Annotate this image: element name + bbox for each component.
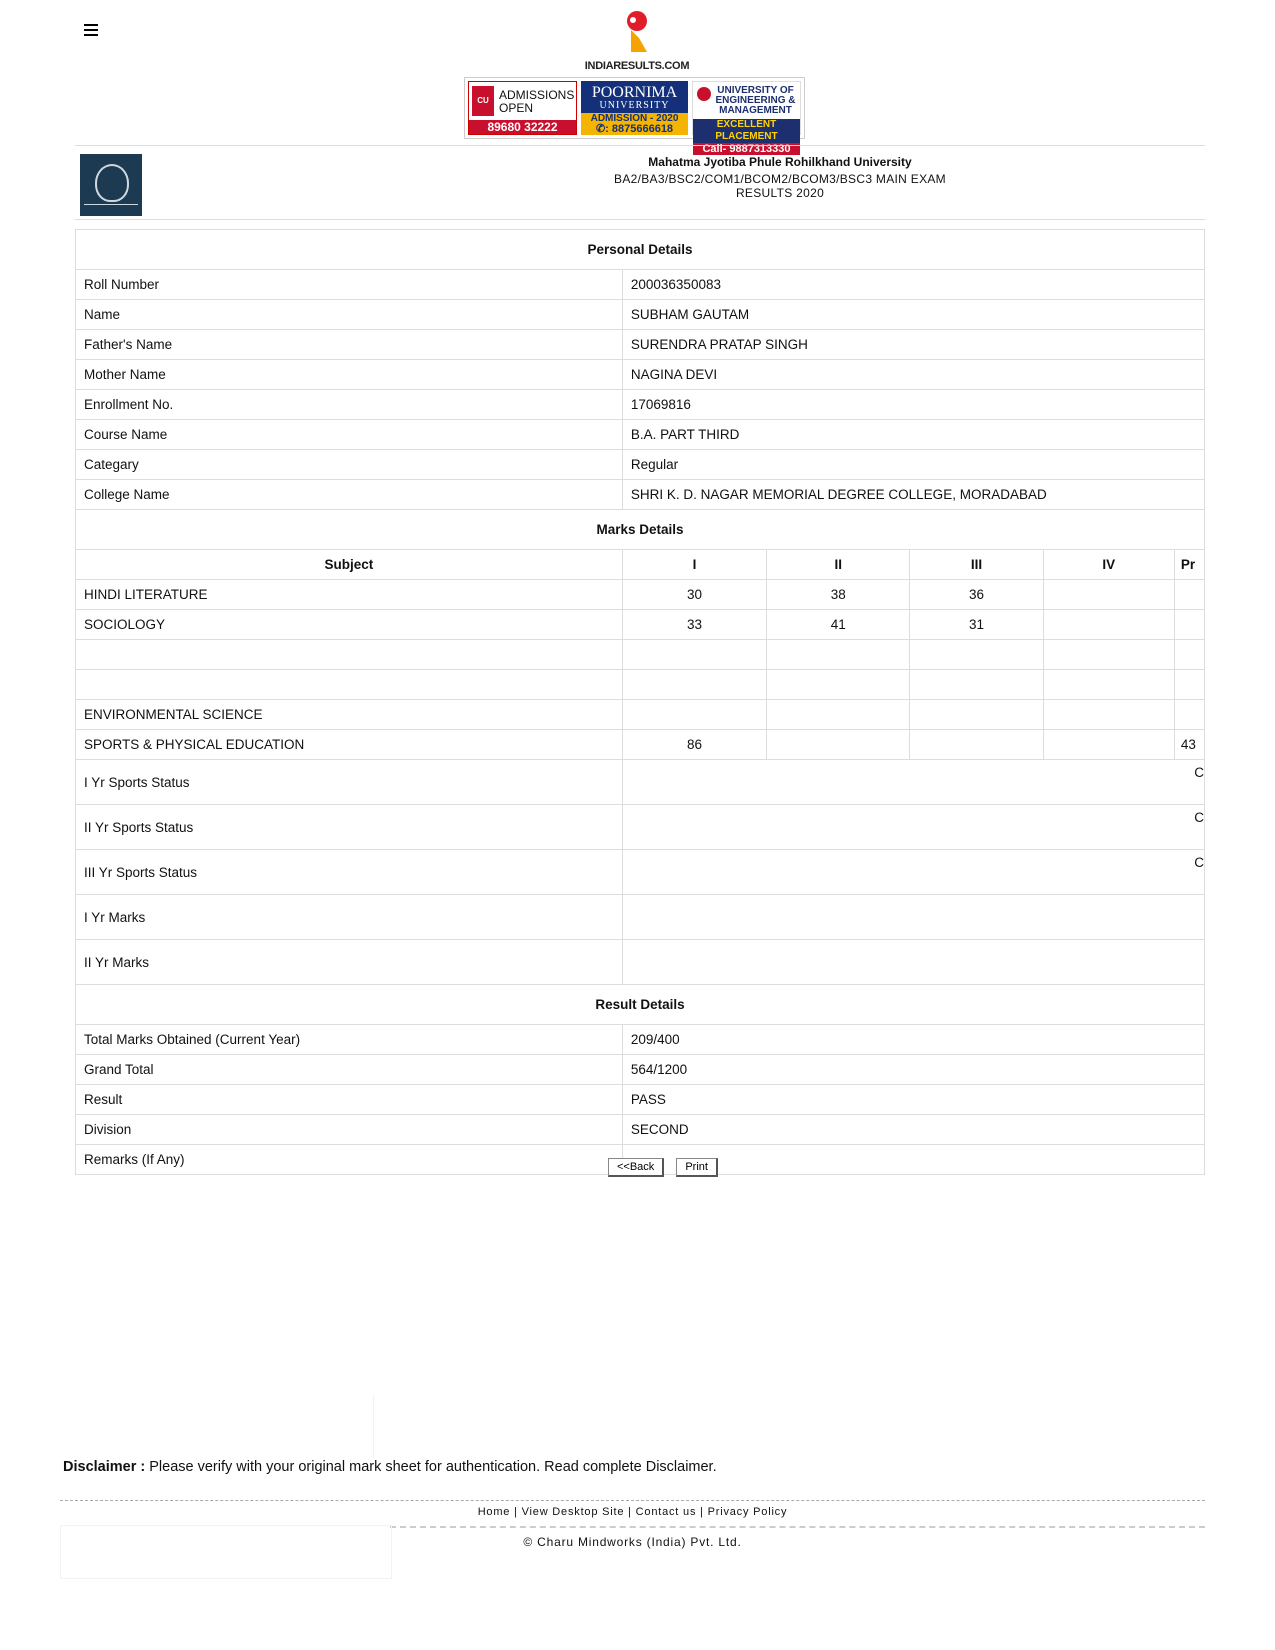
ad-line: ADMISSION - 2020 bbox=[581, 113, 688, 124]
copyright: © Charu Mindworks (India) Pvt. Ltd. bbox=[523, 1535, 742, 1549]
section-row bbox=[76, 230, 1205, 270]
table-row bbox=[76, 805, 1205, 850]
ad-phone: ✆: 8875666618 bbox=[581, 124, 688, 135]
mark-cell bbox=[767, 670, 910, 700]
ad-line: ADMISSIONS bbox=[499, 88, 575, 102]
mark-cell bbox=[1174, 700, 1204, 730]
field-label: Roll Number bbox=[76, 270, 623, 300]
table-row bbox=[76, 1115, 1205, 1145]
mark-cell bbox=[910, 730, 1043, 760]
footer-link-contact[interactable]: Contact us bbox=[635, 1506, 697, 1518]
back-button[interactable]: <<Back bbox=[608, 1158, 664, 1177]
section-title-personal: Personal Details bbox=[76, 230, 1205, 270]
mark-cell: 33 bbox=[622, 610, 766, 640]
table-row bbox=[76, 270, 1205, 300]
table-row bbox=[76, 1025, 1205, 1055]
mark-cell bbox=[767, 640, 910, 670]
ad-poornima[interactable] bbox=[581, 81, 688, 135]
field-value: C bbox=[622, 850, 1204, 895]
field-label: Course Name bbox=[76, 420, 623, 450]
table-row bbox=[76, 390, 1205, 420]
field-label: I Yr Marks bbox=[76, 895, 623, 940]
footer-divider bbox=[60, 1500, 1205, 1501]
column-header: Subject bbox=[76, 550, 623, 580]
mark-cell bbox=[1043, 730, 1174, 760]
footer-links: Home | View Desktop Site | Contact us | Privacy Policy bbox=[477, 1506, 788, 1518]
mark-cell: 43 bbox=[1174, 730, 1204, 760]
field-label: Total Marks Obtained (Current Year) bbox=[76, 1025, 623, 1055]
mark-cell bbox=[910, 700, 1043, 730]
mark-cell bbox=[767, 700, 910, 730]
mark-cell bbox=[1043, 610, 1174, 640]
table-row bbox=[76, 480, 1205, 510]
mark-cell: 41 bbox=[767, 610, 910, 640]
field-value: SECOND bbox=[622, 1115, 1204, 1145]
subject-name: SOCIOLOGY bbox=[76, 610, 623, 640]
table-row bbox=[76, 330, 1205, 360]
mark-cell bbox=[1043, 580, 1174, 610]
ad-admissions[interactable] bbox=[468, 81, 577, 135]
field-value: C bbox=[622, 760, 1204, 805]
ad-line: ENGINEERING & bbox=[715, 95, 796, 106]
table-row bbox=[76, 1085, 1205, 1115]
mark-cell: 36 bbox=[910, 580, 1043, 610]
field-value: Regular bbox=[622, 450, 1204, 480]
field-value: SUBHAM GAUTAM bbox=[622, 300, 1204, 330]
subject-name: SPORTS & PHYSICAL EDUCATION bbox=[76, 730, 623, 760]
disclaimer-text[interactable]: Please verify with your original mark sheet for authentication. Read complete Disclaimer. bbox=[149, 1459, 717, 1475]
column-header: III bbox=[910, 550, 1043, 580]
section-row bbox=[76, 510, 1205, 550]
footer-link-desktop[interactable]: View Desktop Site bbox=[521, 1506, 625, 1518]
table-row bbox=[76, 670, 1205, 700]
mark-cell bbox=[910, 640, 1043, 670]
column-header: II bbox=[767, 550, 910, 580]
mark-cell bbox=[767, 730, 910, 760]
field-value: 200036350083 bbox=[622, 270, 1204, 300]
field-label: I Yr Sports Status bbox=[76, 760, 623, 805]
footer-link-home[interactable]: Home bbox=[477, 1506, 511, 1518]
section-title-result: Result Details bbox=[76, 985, 1205, 1025]
table-row bbox=[76, 640, 1205, 670]
mark-cell bbox=[1174, 610, 1204, 640]
mark-cell bbox=[1043, 670, 1174, 700]
mark-cell bbox=[622, 670, 766, 700]
field-value: C bbox=[622, 805, 1204, 850]
university-name: Mahatma Jyotiba Phule Rohilkhand University bbox=[648, 155, 912, 169]
mark-cell: 30 bbox=[622, 580, 766, 610]
exam-title: BA2/BA3/BSC2/COM1/BCOM2/BCOM3/BSC3 MAIN EXAM RESULTS 2020 bbox=[614, 172, 946, 200]
table-row bbox=[76, 940, 1205, 985]
disclaimer-label: Disclaimer : bbox=[63, 1459, 146, 1475]
logo-mark-icon bbox=[578, 8, 696, 54]
university-header bbox=[75, 145, 1205, 220]
mark-cell bbox=[1174, 580, 1204, 610]
footer-link-privacy[interactable]: Privacy Policy bbox=[707, 1506, 788, 1518]
table-row bbox=[76, 580, 1205, 610]
ad-line: EXCELLENT PLACEMENT bbox=[693, 119, 800, 143]
ad-line: OPEN bbox=[499, 101, 534, 115]
field-label: Name bbox=[76, 300, 623, 330]
table-row bbox=[76, 700, 1205, 730]
ad-banner-strip bbox=[464, 77, 805, 155]
field-label: Remarks (If Any) bbox=[76, 1145, 623, 1175]
mark-cell bbox=[1043, 640, 1174, 670]
print-button[interactable]: Print bbox=[676, 1158, 718, 1177]
field-label: II Yr Marks bbox=[76, 940, 623, 985]
field-label: College Name bbox=[76, 480, 623, 510]
field-value: 209/400 bbox=[622, 1025, 1204, 1055]
mark-cell bbox=[1174, 670, 1204, 700]
table-row bbox=[76, 450, 1205, 480]
ad-line: MANAGEMENT bbox=[719, 105, 792, 116]
table-row bbox=[76, 300, 1205, 330]
mark-cell: 31 bbox=[910, 610, 1043, 640]
field-value: SHRI K. D. NAGAR MEMORIAL DEGREE COLLEGE, MORADABAD bbox=[622, 480, 1204, 510]
mark-cell bbox=[910, 670, 1043, 700]
field-label: Division bbox=[76, 1115, 623, 1145]
field-value: 17069816 bbox=[622, 390, 1204, 420]
field-label: Grand Total bbox=[76, 1055, 623, 1085]
section-title-marks: Marks Details bbox=[76, 510, 1205, 550]
table-row bbox=[76, 420, 1205, 450]
uem-logo-icon bbox=[697, 87, 711, 101]
mark-cell bbox=[1174, 640, 1204, 670]
field-value: 564/1200 bbox=[622, 1055, 1204, 1085]
column-header: IV bbox=[1043, 550, 1174, 580]
ad-phone: Call- 9887313330 bbox=[693, 143, 800, 155]
subject-name bbox=[76, 670, 623, 700]
ad-uem[interactable] bbox=[692, 81, 801, 155]
table-row bbox=[76, 850, 1205, 895]
header-row bbox=[76, 550, 1205, 580]
column-header: I bbox=[622, 550, 766, 580]
ad-phone: 89680 32222 bbox=[469, 120, 576, 134]
field-label: Result bbox=[76, 1085, 623, 1115]
field-value: NAGINA DEVI bbox=[622, 360, 1204, 390]
footer-divider bbox=[390, 1526, 1205, 1528]
table-row bbox=[76, 360, 1205, 390]
field-value: SURENDRA PRATAP SINGH bbox=[622, 330, 1204, 360]
field-label: Enrollment No. bbox=[76, 390, 623, 420]
university-seal-icon bbox=[80, 154, 142, 216]
table-row bbox=[76, 895, 1205, 940]
column-header: Pr bbox=[1174, 550, 1204, 580]
mark-cell bbox=[622, 700, 766, 730]
table-row bbox=[76, 760, 1205, 805]
ad-badge: CU bbox=[472, 86, 494, 116]
field-label: Mother Name bbox=[76, 360, 623, 390]
field-label: Categary bbox=[76, 450, 623, 480]
ad-line: UNIVERSITY bbox=[599, 100, 670, 111]
mark-cell bbox=[622, 640, 766, 670]
field-value: PASS bbox=[622, 1085, 1204, 1115]
mark-cell bbox=[1043, 700, 1174, 730]
menu-icon[interactable] bbox=[84, 24, 98, 38]
subject-name bbox=[76, 640, 623, 670]
section-row bbox=[76, 985, 1205, 1025]
field-value bbox=[622, 895, 1204, 940]
mark-cell: 86 bbox=[622, 730, 766, 760]
results-table bbox=[75, 229, 1205, 1175]
site-logo[interactable] bbox=[578, 8, 696, 70]
logo-text: INDIARESULTS.COM bbox=[584, 60, 690, 72]
table-row bbox=[76, 610, 1205, 640]
table-row bbox=[76, 1055, 1205, 1085]
field-value bbox=[622, 940, 1204, 985]
subject-name: HINDI LITERATURE bbox=[76, 580, 623, 610]
disclaimer bbox=[63, 1459, 717, 1475]
subject-name: ENVIRONMENTAL SCIENCE bbox=[76, 700, 623, 730]
field-label: Father's Name bbox=[76, 330, 623, 360]
table-row bbox=[76, 730, 1205, 760]
mark-cell: 38 bbox=[767, 580, 910, 610]
field-label: II Yr Sports Status bbox=[76, 805, 623, 850]
field-value: B.A. PART THIRD bbox=[622, 420, 1204, 450]
ad-line: POORNIMA bbox=[591, 84, 678, 101]
field-label: III Yr Sports Status bbox=[76, 850, 623, 895]
ad-line: UNIVERSITY OF bbox=[717, 85, 794, 96]
